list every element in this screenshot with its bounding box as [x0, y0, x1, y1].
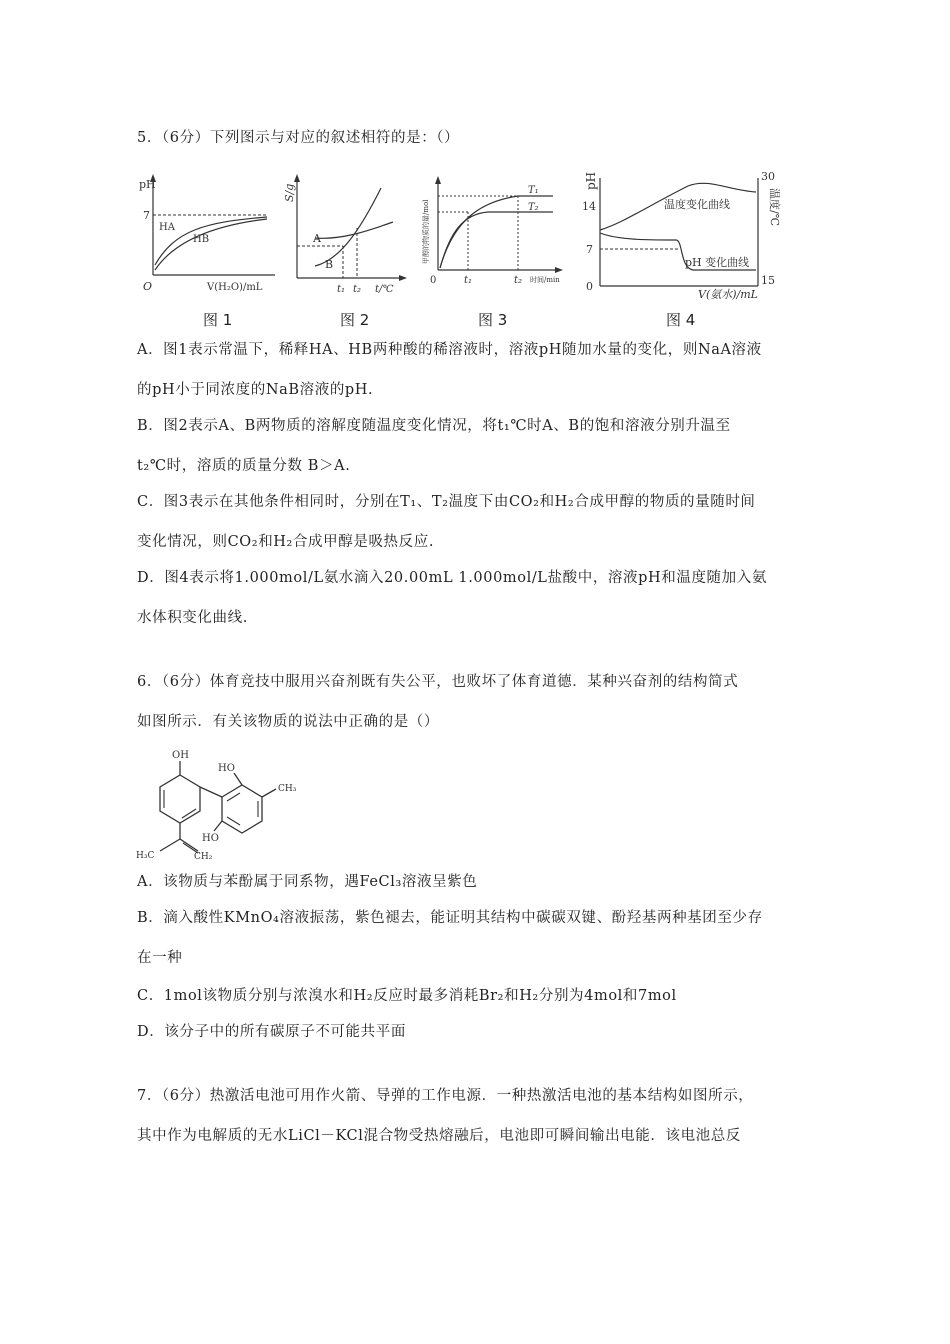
q6-option-b-line2: 在一种 [137, 950, 183, 966]
figure-3 [418, 172, 568, 302]
fig4-y14: 14 [582, 200, 596, 213]
fig2-t1: t₁ [337, 284, 346, 295]
q5-option-c-line2: 变化情况，则CO₂和H₂合成甲醇是吸热反应. [137, 534, 435, 550]
fig1-origin: O [143, 280, 153, 293]
structure-ch3: CH₃ [278, 784, 297, 794]
fig3-t1: t₁ [464, 275, 473, 286]
fig2-caption: 图 2 [340, 311, 370, 329]
chemical-structure [130, 745, 300, 865]
q5-option-b-line1: B．图2表示A、B两物质的溶解度随温度变化情况，将t₁℃时A、B的饱和溶液分别升温至 [137, 418, 731, 434]
fig3-t2: t₂ [514, 275, 523, 286]
fig2-t2: t₂ [353, 284, 362, 295]
figure-4 [578, 168, 788, 303]
q5-option-d-line1: D．图4表示将1.000mol/L氨水滴入20.00mL 1.000mol/L盐酸中，溶液pH和温度随加入氨 [137, 570, 767, 586]
fig2-ylabel: S/g [283, 183, 296, 202]
fig4-y0: 0 [586, 280, 593, 293]
q6-option-c: C．1mol该物质分别与浓溴水和H₂反应时最多消耗Br₂和H₂分别为4mol和7mol [137, 988, 677, 1004]
figure-2 [285, 170, 415, 300]
fig1-curve-hb: HB [193, 234, 210, 245]
fig4-ylabel-left: pH [584, 171, 598, 190]
q5-option-a-line1: A．图1表示常温下，稀释HA、HB两种酸的稀溶液时，溶液pH随加水量的变化，则NaA溶液 [137, 342, 762, 358]
fig3-ylabel: 甲醇的物质的量/mol [422, 199, 430, 264]
fig4-caption: 图 4 [666, 311, 696, 329]
fig1-caption: 图 1 [203, 311, 233, 329]
fig1-y7: 7 [143, 209, 150, 222]
q7-stem-line1: 7．（6分）热激活电池可用作火箭、导弹的工作电源．一种热激活电池的基本结构如图所示， [137, 1088, 754, 1104]
fig2-curve-a: A [313, 232, 321, 245]
q5-option-d-line2: 水体积变化曲线. [137, 610, 248, 626]
q6-option-b-line1: B．滴入酸性KMnO₄溶液振荡，紫色褪去，能证明其结构中碳碳双键、酚羟基两种基团至少存 [137, 910, 763, 926]
q6-stem-line1: 6．（6分）体育竞技中服用兴奋剂既有失公平，也败坏了体育道德．某种兴奋剂的结构简式 [137, 674, 739, 690]
fig3-t2-label: T₂ [528, 202, 539, 213]
structure-oh-top: OH [172, 750, 189, 761]
q7-stem-line2: 其中作为电解质的无水LiCl－KCl混合物受热熔融后，电池即可瞬间输出电能．该电池总反 [137, 1128, 741, 1144]
q5-option-a-line2: 的pH小于同浓度的NaB溶液的pH. [137, 382, 374, 398]
fig4-curve-ph: pH 变化曲线 [685, 256, 750, 269]
fig3-xlabel: 时间/min [530, 276, 560, 284]
fig1-ylabel: pH [139, 178, 156, 191]
q5-option-c-line1: C．图3表示在其他条件相同时，分别在T₁、T₂温度下由CO₂和H₂合成甲醇的物质的量随时间 [137, 494, 756, 510]
fig4-y7: 7 [586, 243, 593, 256]
q5-stem: 5．（6分）下列图示与对应的叙述相符的是：（） [137, 130, 460, 146]
structure-ho-right-bottom: HO [202, 833, 219, 844]
fig2-curve-b: B [325, 258, 334, 271]
fig4-ylabel-right: 温度/℃ [768, 188, 781, 227]
fig2-xlabel: t/℃ [375, 284, 394, 295]
q6-option-d: D．该分子中的所有碳原子不可能共平面 [137, 1024, 406, 1040]
fig4-curve-temp: 温度变化曲线 [664, 198, 730, 211]
structure-ho-right-top: HO [218, 763, 235, 774]
fig4-xlabel: V(氨水)/mL [698, 288, 758, 301]
structure-h3c: H₃C [136, 851, 155, 861]
fig3-caption: 图 3 [478, 311, 508, 329]
fig4-r15: 15 [761, 274, 775, 287]
fig4-r30: 30 [761, 170, 775, 183]
q5-option-b-line2: t₂℃时，溶质的质量分数 B＞A. [137, 458, 351, 474]
structure-ch2: CH₂ [194, 852, 213, 862]
fig3-t1-label: T₁ [528, 185, 539, 196]
fig1-curve-ha: HA [159, 222, 175, 233]
fig3-origin: 0 [430, 275, 437, 286]
fig1-xlabel: V(H₂O)/mL [207, 282, 263, 293]
figure-1 [135, 170, 285, 300]
q6-option-a: A．该物质与苯酚属于同系物，遇FeCl₃溶液呈紫色 [137, 874, 478, 890]
q6-stem-line2: 如图所示．有关该物质的说法中正确的是（） [137, 714, 439, 730]
